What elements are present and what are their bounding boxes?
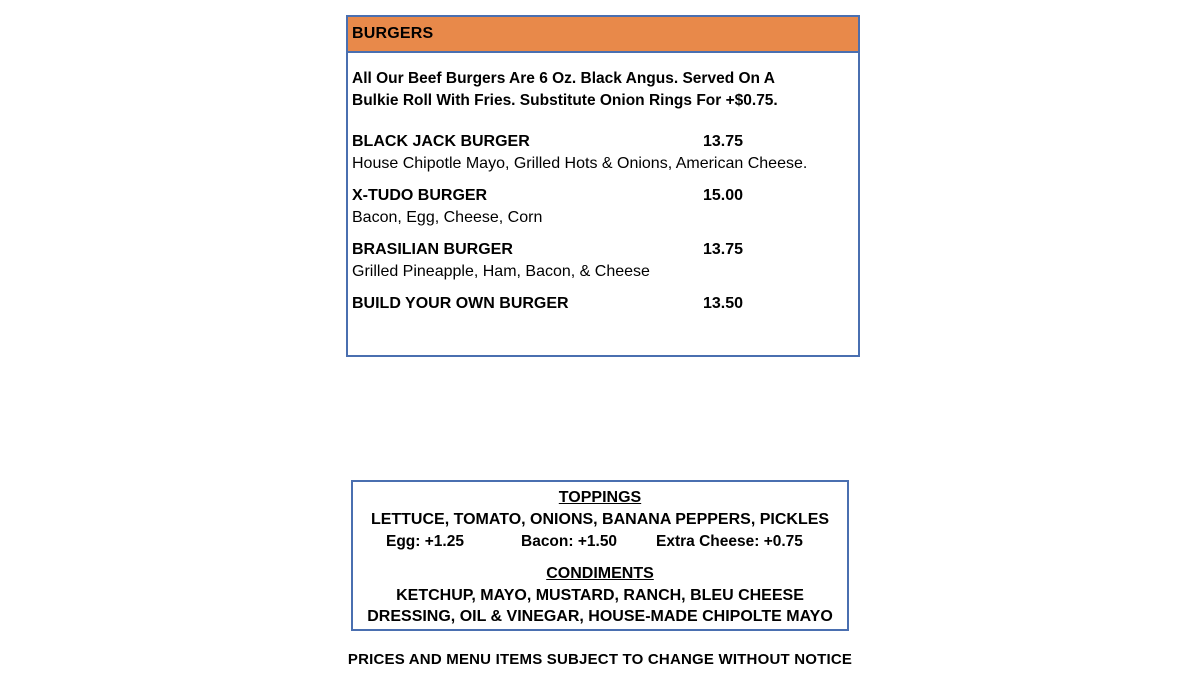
item-price: 13.75: [703, 133, 744, 150]
addon-bacon: Bacon: +1.50: [521, 533, 618, 550]
burgers-intro-line-1: All Our Beef Burgers Are 6 Oz. Black Angus. Served On A: [352, 70, 775, 87]
toppings-title: TOPPINGS: [558, 489, 642, 506]
toppings-condiments-section: [351, 480, 849, 631]
item-name: BRASILIAN BURGER: [352, 241, 513, 258]
item-description: House Chipotle Mayo, Grilled Hots & Onions, American Cheese.: [352, 155, 808, 172]
addon-extra-cheese: Extra Cheese: +0.75: [656, 533, 803, 550]
toppings-list: LETTUCE, TOMATO, ONIONS, BANANA PEPPERS, PICKLES: [370, 511, 830, 528]
burgers-title: BURGERS: [352, 25, 434, 42]
item-name: BLACK JACK BURGER: [352, 133, 530, 150]
condiments-title: CONDIMENTS: [546, 565, 654, 582]
condiments-line-1: KETCHUP, MAYO, MUSTARD, RANCH, BLEU CHEESE: [396, 587, 804, 604]
item-description: Grilled Pineapple, Ham, Bacon, & Cheese: [352, 263, 650, 280]
burgers-section: [346, 15, 860, 357]
condiments-line-2: DRESSING, OIL & VINEGAR, HOUSE-MADE CHIPOLTE MAYO: [367, 608, 833, 625]
price-notice: PRICES AND MENU ITEMS SUBJECT TO CHANGE WITHOUT NOTICE: [347, 651, 853, 668]
item-name: BUILD YOUR OWN BURGER: [352, 295, 569, 312]
item-price: 13.75: [703, 241, 744, 258]
burgers-header: [348, 17, 858, 53]
burgers-intro-line-2: Bulkie Roll With Fries. Substitute Onion Rings For +$0.75.: [352, 92, 778, 109]
burgers-intro: [352, 68, 852, 112]
item-price: 13.50: [703, 295, 744, 312]
item-name: X-TUDO BURGER: [352, 187, 488, 204]
item-price: 15.00: [703, 187, 744, 204]
addon-egg: Egg: +1.25: [386, 533, 464, 550]
item-description: Bacon, Egg, Cheese, Corn: [352, 209, 543, 226]
